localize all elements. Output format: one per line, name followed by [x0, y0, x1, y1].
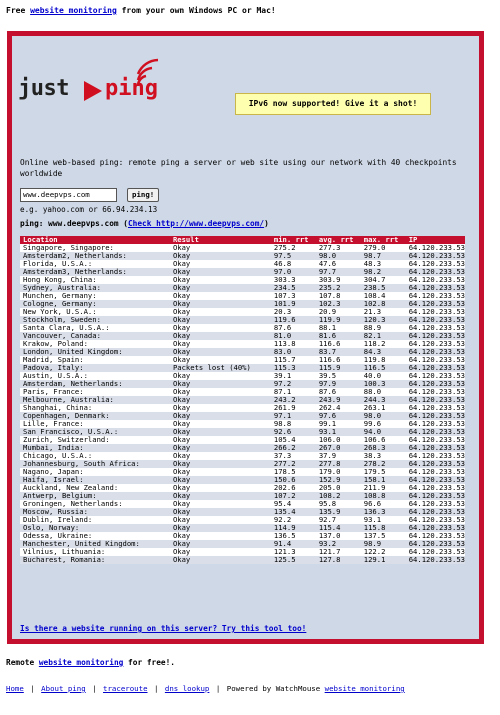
table-cell: 97.7 — [316, 268, 361, 276]
table-cell: 39.5 — [316, 372, 361, 380]
table-cell: 48.3 — [361, 260, 406, 268]
table-cell: Okay — [170, 412, 271, 420]
table-cell: 113.8 — [271, 340, 316, 348]
footer-monitoring-link[interactable]: website monitoring — [324, 684, 405, 693]
table-cell: Okay — [170, 484, 271, 492]
table-cell: 121.3 — [271, 548, 316, 556]
table-cell: 64.120.233.53 — [406, 260, 465, 268]
table-cell: 21.3 — [361, 308, 406, 316]
table-cell: 121.7 — [316, 548, 361, 556]
table-cell: 87.6 — [316, 388, 361, 396]
table-cell: Okay — [170, 340, 271, 348]
table-cell: Stockholm, Sweden: — [20, 316, 170, 324]
table-cell: Okay — [170, 380, 271, 388]
table-cell: 150.6 — [271, 476, 316, 484]
table-cell: Okay — [170, 292, 271, 300]
table-cell: 107.2 — [271, 492, 316, 500]
table-cell: 64.120.233.53 — [406, 396, 465, 404]
logo-just-text: just — [18, 76, 69, 101]
table-cell: Okay — [170, 476, 271, 484]
table-cell: 115.9 — [316, 364, 361, 372]
table-cell: 64.120.233.53 — [406, 412, 465, 420]
table-cell: Okay — [170, 436, 271, 444]
table-cell: 115.3 — [271, 364, 316, 372]
table-cell: 93.1 — [316, 428, 361, 436]
table-cell: Okay — [170, 308, 271, 316]
table-cell: Okay — [170, 284, 271, 292]
table-cell: 81.0 — [271, 332, 316, 340]
table-cell: 98.0 — [361, 412, 406, 420]
table-cell: Krakow, Poland: — [20, 340, 170, 348]
table-cell: 64.120.233.53 — [406, 364, 465, 372]
table-cell: 97.9 — [316, 380, 361, 388]
table-cell: 244.3 — [361, 396, 406, 404]
remote-promo: Remote website monitoring for free!. — [6, 658, 175, 667]
table-row — [20, 412, 465, 420]
table-cell: 64.120.233.53 — [406, 332, 465, 340]
table-cell: 93.2 — [316, 540, 361, 548]
table-cell: 275.2 — [271, 244, 316, 252]
table-cell: Santa Clara, U.S.A.: — [20, 324, 170, 332]
table-cell: 64.120.233.53 — [406, 340, 465, 348]
ping-form — [20, 188, 159, 202]
table-cell: 158.1 — [361, 476, 406, 484]
table-cell: Okay — [170, 516, 271, 524]
table-cell: 40.0 — [361, 372, 406, 380]
table-cell: 46.8 — [271, 260, 316, 268]
table-cell: 106.6 — [361, 436, 406, 444]
tool-promo — [20, 624, 306, 633]
table-cell: 106.0 — [316, 436, 361, 444]
table-cell: 127.8 — [316, 556, 361, 564]
table-cell: Okay — [170, 492, 271, 500]
table-cell: 64.120.233.53 — [406, 556, 465, 564]
table-cell: 64.120.233.53 — [406, 516, 465, 524]
website-check-tool-link[interactable]: Is there a website running on this server? Try this tool too! — [20, 624, 307, 633]
table-cell: Okay — [170, 244, 271, 252]
table-cell: 64.120.233.53 — [406, 372, 465, 380]
table-cell: 119.9 — [316, 316, 361, 324]
table-cell: 263.1 — [361, 404, 406, 412]
table-cell: Odessa, Ukraine: — [20, 532, 170, 540]
table-cell: 97.6 — [316, 412, 361, 420]
just-ping-logo — [18, 76, 168, 106]
table-cell: 64.120.233.53 — [406, 316, 465, 324]
table-cell: 20.9 — [316, 308, 361, 316]
table-cell: Vilnius, Lithuania: — [20, 548, 170, 556]
table-cell: Okay — [170, 268, 271, 276]
table-cell: 137.0 — [316, 532, 361, 540]
table-cell: Okay — [170, 396, 271, 404]
footer-separator: | — [30, 684, 35, 693]
table-cell: 64.120.233.53 — [406, 308, 465, 316]
table-cell: 107.8 — [316, 292, 361, 300]
table-cell: 178.5 — [271, 468, 316, 476]
table-cell: 107.3 — [271, 292, 316, 300]
logo-ping-text: ping — [105, 76, 158, 101]
table-cell: 179.5 — [361, 468, 406, 476]
table-cell: 179.0 — [316, 468, 361, 476]
table-cell: Okay — [170, 500, 271, 508]
table-cell: Oslo, Norway: — [20, 524, 170, 532]
table-cell: Okay — [170, 372, 271, 380]
table-cell: Amsterdam3, Netherlands: — [20, 268, 170, 276]
remote-monitoring-link[interactable]: website monitoring — [38, 658, 124, 667]
table-cell: Okay — [170, 252, 271, 260]
table-cell: Okay — [170, 388, 271, 396]
table-cell: 64.120.233.53 — [406, 476, 465, 484]
footer-separator: | — [92, 684, 97, 693]
table-cell: Groningen, Netherlands: — [20, 500, 170, 508]
table-cell: 88.0 — [361, 388, 406, 396]
table-cell: 108.2 — [316, 492, 361, 500]
table-cell: 277.3 — [316, 244, 361, 252]
ping-target: ping: www.deepvps.com (Check http://www.deepvps.com/) — [20, 219, 269, 228]
ping-button[interactable]: ping! — [127, 188, 159, 202]
table-cell: 102.8 — [361, 300, 406, 308]
table-row — [20, 380, 465, 388]
footer-separator: | — [215, 684, 221, 693]
table-cell: 64.120.233.53 — [406, 300, 465, 308]
table-cell: 64.120.233.53 — [406, 292, 465, 300]
table-cell: 243.2 — [271, 396, 316, 404]
results-table — [20, 236, 465, 564]
table-cell: 108.8 — [361, 492, 406, 500]
table-cell: 84.3 — [361, 348, 406, 356]
table-cell: 234.5 — [271, 284, 316, 292]
table-cell: 92.7 — [316, 516, 361, 524]
table-cell: 108.4 — [361, 292, 406, 300]
table-cell: Okay — [170, 428, 271, 436]
table-cell: 96.6 — [361, 500, 406, 508]
table-cell: Bucharest, Romania: — [20, 556, 170, 564]
table-cell: 88.9 — [361, 324, 406, 332]
table-cell: 64.120.233.53 — [406, 540, 465, 548]
table-cell: 92.6 — [271, 428, 316, 436]
table-cell: Okay — [170, 324, 271, 332]
footer-dns-link[interactable]: dns lookup — [164, 684, 210, 693]
table-cell: Lille, France: — [20, 420, 170, 428]
footer-powered-text: Powered by WatchMouse — [226, 684, 325, 693]
table-cell: Okay — [170, 508, 271, 516]
table-cell: 277.8 — [316, 460, 361, 468]
table-cell: 98.2 — [361, 268, 406, 276]
table-cell: 152.9 — [316, 476, 361, 484]
table-cell: Okay — [170, 404, 271, 412]
table-cell: 115.7 — [271, 356, 316, 364]
table-cell: 135.9 — [316, 508, 361, 516]
table-cell: 37.9 — [316, 452, 361, 460]
table-cell: 97.1 — [271, 412, 316, 420]
table-cell: 91.4 — [271, 540, 316, 548]
table-cell: 116.6 — [316, 340, 361, 348]
check-website-link[interactable]: Check http://www.deepvps.com/ — [127, 219, 265, 228]
table-cell: Okay — [170, 548, 271, 556]
table-cell: Cologne, Germany: — [20, 300, 170, 308]
footer-traceroute-link[interactable]: traceroute — [103, 684, 148, 693]
host-input[interactable]: www.deepvps.com — [20, 188, 117, 202]
table-cell: Florida, U.S.A.: — [20, 260, 170, 268]
table-cell: 98.0 — [316, 252, 361, 260]
table-cell: 64.120.233.53 — [406, 252, 465, 260]
table-cell: 98.7 — [361, 252, 406, 260]
table-cell: Okay — [170, 276, 271, 284]
table-cell: Dublin, Ireland: — [20, 516, 170, 524]
table-cell: 93.1 — [361, 516, 406, 524]
table-cell: 266.2 — [271, 444, 316, 452]
table-cell: Okay — [170, 420, 271, 428]
table-cell: 235.2 — [316, 284, 361, 292]
table-cell: 64.120.233.53 — [406, 348, 465, 356]
table-cell: 279.0 — [361, 244, 406, 252]
table-cell: Okay — [170, 460, 271, 468]
play-arrow-icon — [82, 79, 104, 103]
top-promo: Free website monitoring from your own Windows PC or Mac! — [6, 6, 276, 15]
table-cell: 83.0 — [271, 348, 316, 356]
table-cell: Copenhagen, Denmark: — [20, 412, 170, 420]
column-header: max. rrt — [361, 236, 406, 244]
table-cell: Antwerp, Belgium: — [20, 492, 170, 500]
table-cell: Nagano, Japan: — [20, 468, 170, 476]
table-cell: Okay — [170, 260, 271, 268]
table-cell: Austin, U.S.A.: — [20, 372, 170, 380]
table-cell: Haifa, Israel: — [20, 476, 170, 484]
table-cell: Okay — [170, 468, 271, 476]
footer-separator: | — [153, 684, 159, 693]
table-cell: 303.9 — [316, 276, 361, 284]
table-cell: 64.120.233.53 — [406, 268, 465, 276]
table-cell: 114.9 — [271, 524, 316, 532]
table-cell: 20.3 — [271, 308, 316, 316]
table-cell: 64.120.233.53 — [406, 484, 465, 492]
table-cell: 64.120.233.53 — [406, 428, 465, 436]
table-row — [20, 460, 465, 468]
column-header: Result — [170, 236, 271, 244]
table-cell: 64.120.233.53 — [406, 460, 465, 468]
table-cell: 82.1 — [361, 332, 406, 340]
main-frame — [7, 31, 484, 644]
table-cell: 64.120.233.53 — [406, 284, 465, 292]
table-cell: 99.1 — [316, 420, 361, 428]
footer-about-link[interactable]: About ping — [41, 684, 86, 693]
table-cell: 39.1 — [271, 372, 316, 380]
table-cell: 47.6 — [316, 260, 361, 268]
table-cell: Okay — [170, 300, 271, 308]
column-header: min. rrt — [271, 236, 316, 244]
table-cell: 64.120.233.53 — [406, 420, 465, 428]
column-header: IP — [406, 236, 465, 244]
table-cell: 202.6 — [271, 484, 316, 492]
table-cell: 277.2 — [271, 460, 316, 468]
table-cell: 98.8 — [271, 420, 316, 428]
table-cell: Shanghai, China: — [20, 404, 170, 412]
table-cell: Okay — [170, 332, 271, 340]
table-cell: Amsterdam, Netherlands: — [20, 380, 170, 388]
table-cell: 97.0 — [271, 268, 316, 276]
table-cell: 243.9 — [316, 396, 361, 404]
table-cell: Mumbai, India: — [20, 444, 170, 452]
table-cell: Madrid, Spain: — [20, 356, 170, 364]
table-cell: 64.120.233.53 — [406, 524, 465, 532]
table-cell: New York, U.S.A.: — [20, 308, 170, 316]
table-cell: 119.6 — [271, 316, 316, 324]
table-cell: 81.6 — [316, 332, 361, 340]
table-cell: 95.8 — [316, 500, 361, 508]
table-cell: 87.6 — [271, 324, 316, 332]
table-cell: 64.120.233.53 — [406, 276, 465, 284]
table-cell: 105.4 — [271, 436, 316, 444]
footer-home-link[interactable]: Home — [6, 684, 24, 693]
table-cell: 97.2 — [271, 380, 316, 388]
table-cell: 135.4 — [271, 508, 316, 516]
table-cell: San Francisco, U.S.A.: — [20, 428, 170, 436]
table-cell: 129.1 — [361, 556, 406, 564]
table-cell: 116.5 — [361, 364, 406, 372]
table-cell: 64.120.233.53 — [406, 380, 465, 388]
table-cell: 136.3 — [361, 508, 406, 516]
table-cell: 102.3 — [316, 300, 361, 308]
table-cell: 37.3 — [271, 452, 316, 460]
table-row — [20, 436, 465, 444]
table-cell: 64.120.233.53 — [406, 452, 465, 460]
table-cell: 115.4 — [316, 524, 361, 532]
table-cell: Melbourne, Australia: — [20, 396, 170, 404]
table-cell: Hong Kong, China: — [20, 276, 170, 284]
table-cell: Okay — [170, 540, 271, 548]
table-cell: 122.2 — [361, 548, 406, 556]
table-cell: 87.1 — [271, 388, 316, 396]
table-cell: 88.1 — [316, 324, 361, 332]
input-example: e.g. yahoo.com or 66.94.234.13 — [20, 205, 158, 214]
column-header: Location — [20, 236, 170, 244]
table-cell: 64.120.233.53 — [406, 508, 465, 516]
table-cell: Munchen, Germany: — [20, 292, 170, 300]
table-cell: 38.3 — [361, 452, 406, 460]
table-cell: Okay — [170, 356, 271, 364]
table-cell: 137.5 — [361, 532, 406, 540]
table-cell: Okay — [170, 524, 271, 532]
table-cell: 278.2 — [361, 460, 406, 468]
table-row — [20, 516, 465, 524]
table-cell: Vancouver, Canada: — [20, 332, 170, 340]
table-cell: 64.120.233.53 — [406, 548, 465, 556]
table-cell: 238.5 — [361, 284, 406, 292]
table-cell: Okay — [170, 348, 271, 356]
table-cell: 95.4 — [271, 500, 316, 508]
table-cell: 136.5 — [271, 532, 316, 540]
table-cell: 304.7 — [361, 276, 406, 284]
table-cell: 100.3 — [361, 380, 406, 388]
table-cell: 92.2 — [271, 516, 316, 524]
table-cell: Packets lost (40%) — [170, 364, 271, 372]
table-cell: 262.4 — [316, 404, 361, 412]
table-cell: Okay — [170, 316, 271, 324]
table-cell: Zurich, Switzerland: — [20, 436, 170, 444]
table-cell: 115.8 — [361, 524, 406, 532]
page-description: Online web-based ping: remote ping a server or web site using our network with 40 checkpoints worldwide — [20, 158, 457, 178]
table-cell: 64.120.233.53 — [406, 436, 465, 444]
table-row — [20, 468, 465, 476]
table-cell: Okay — [170, 444, 271, 452]
footer-nav — [6, 684, 405, 693]
table-cell: Moscow, Russia: — [20, 508, 170, 516]
table-cell: Singapore, Singapore: — [20, 244, 170, 252]
table-cell: 64.120.233.53 — [406, 468, 465, 476]
table-cell: 64.120.233.53 — [406, 356, 465, 364]
table-cell: 64.120.233.53 — [406, 388, 465, 396]
table-cell: 64.120.233.53 — [406, 244, 465, 252]
table-cell: Manchester, United Kingdom: — [20, 540, 170, 548]
table-cell: Okay — [170, 556, 271, 564]
table-cell: Johannesburg, South Africa: — [20, 460, 170, 468]
table-cell: 116.6 — [316, 356, 361, 364]
table-cell: 211.9 — [361, 484, 406, 492]
table-cell: 64.120.233.53 — [406, 532, 465, 540]
column-header: avg. rrt — [316, 236, 361, 244]
table-cell: Padova, Italy: — [20, 364, 170, 372]
website-monitoring-link[interactable]: website monitoring — [30, 6, 117, 15]
table-cell: 205.0 — [316, 484, 361, 492]
table-cell: Auckland, New Zealand: — [20, 484, 170, 492]
table-cell: 64.120.233.53 — [406, 324, 465, 332]
table-cell: 267.0 — [316, 444, 361, 452]
table-cell: Sydney, Australia: — [20, 284, 170, 292]
table-row — [20, 348, 465, 356]
table-cell: Okay — [170, 452, 271, 460]
table-cell: Okay — [170, 532, 271, 540]
table-cell: Amsterdam2, Netherlands: — [20, 252, 170, 260]
table-cell: 261.9 — [271, 404, 316, 412]
table-cell: 64.120.233.53 — [406, 444, 465, 452]
table-cell: Chicago, U.S.A.: — [20, 452, 170, 460]
table-cell: London, United Kingdom: — [20, 348, 170, 356]
table-cell: 303.3 — [271, 276, 316, 284]
table-cell: 64.120.233.53 — [406, 500, 465, 508]
table-cell: 125.5 — [271, 556, 316, 564]
table-cell: 268.3 — [361, 444, 406, 452]
table-cell: 98.9 — [361, 540, 406, 548]
main-panel — [12, 36, 479, 639]
table-row — [20, 556, 465, 564]
table-cell: 94.0 — [361, 428, 406, 436]
table-cell: 101.9 — [271, 300, 316, 308]
ipv6-notice[interactable]: IPv6 now supported! Give it a shot! — [235, 93, 431, 115]
table-cell: 83.7 — [316, 348, 361, 356]
table-cell: 64.120.233.53 — [406, 492, 465, 500]
table-cell: 97.5 — [271, 252, 316, 260]
table-cell: 118.2 — [361, 340, 406, 348]
table-cell: 120.3 — [361, 316, 406, 324]
table-cell: 99.6 — [361, 420, 406, 428]
table-cell: Paris, France: — [20, 388, 170, 396]
table-cell: 119.8 — [361, 356, 406, 364]
table-cell: 64.120.233.53 — [406, 404, 465, 412]
